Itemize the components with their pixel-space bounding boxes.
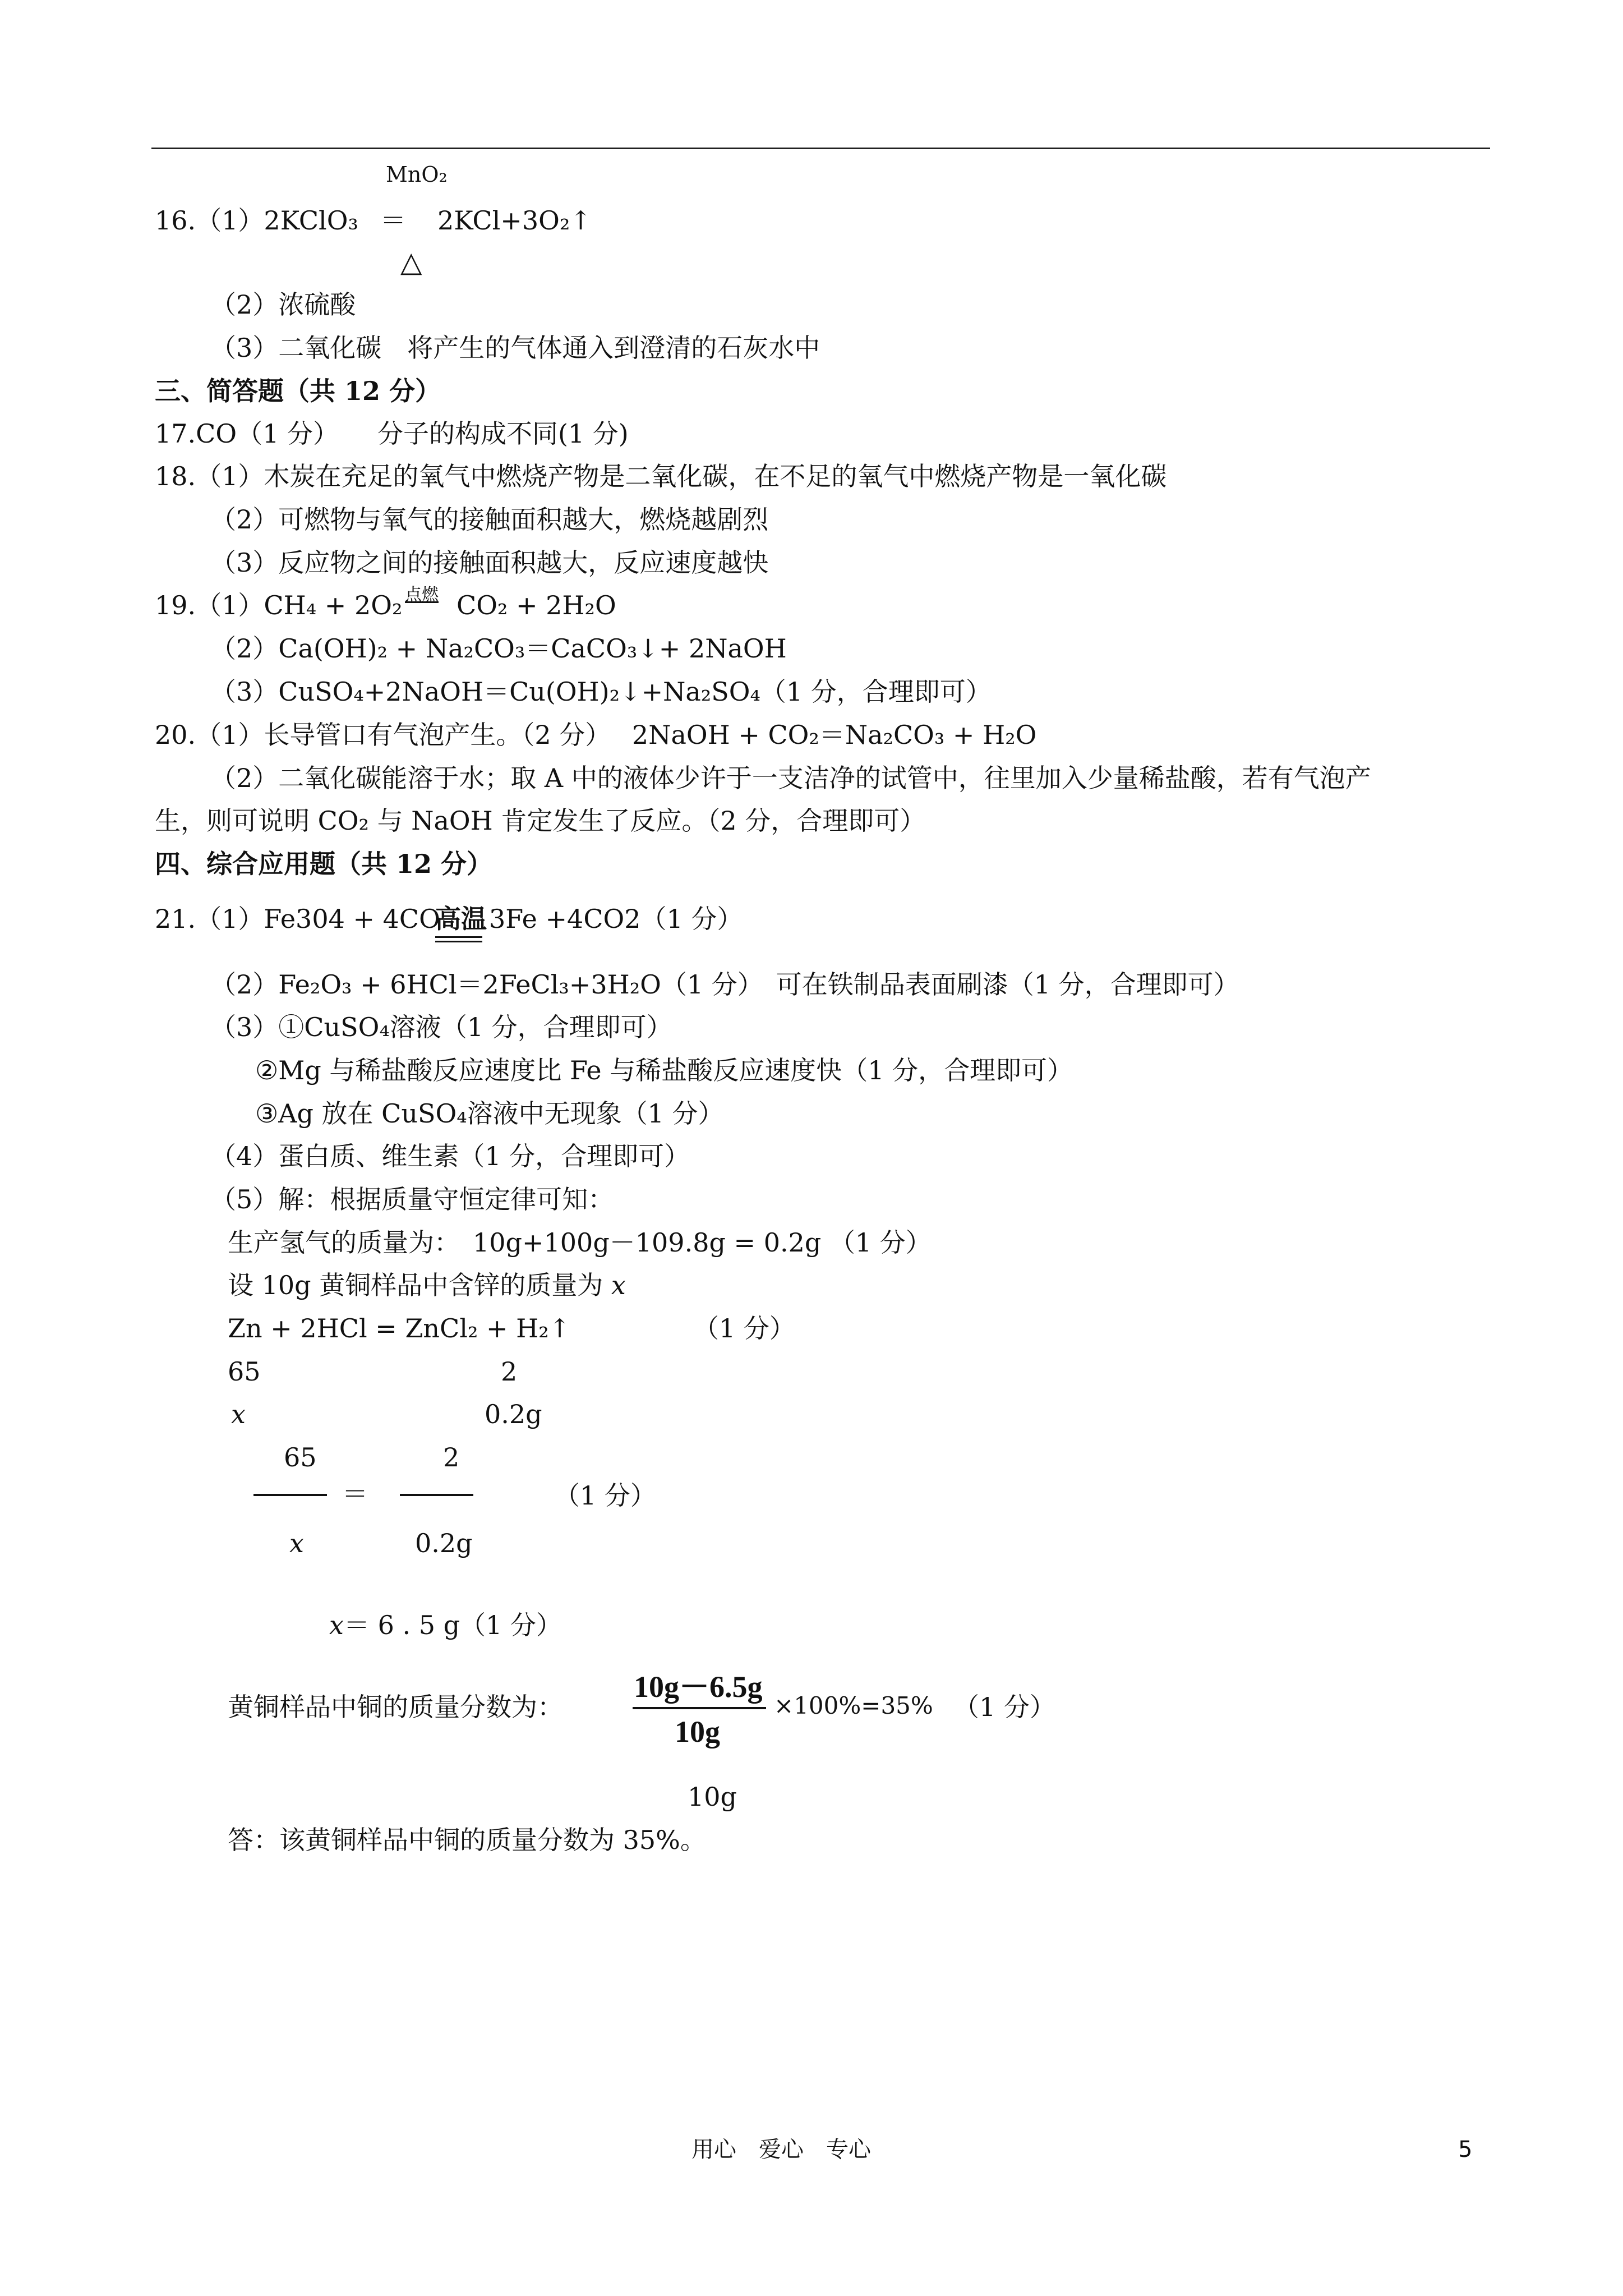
q21-answer-3: （3）①CuSO₄溶液（1 分，合理即可） (210, 1012, 672, 1042)
q21-answer-2: （2）Fe₂O₃ + 6HCl＝2FeCl₃+3H₂O（1 分） 可在铁制品表面刷漆（1 分，合理即可） (210, 969, 1239, 1000)
stray-denominator: 10g (688, 1782, 737, 1812)
q19-condition: 点燃 (405, 585, 439, 605)
q21-answer-3-3: ③Ag 放在 CuSO₄溶液中无现象（1 分） (255, 1098, 724, 1129)
molar-mass-zn: 65 (228, 1356, 261, 1387)
q17-answer: 17.CO（1 分） 分子的构成不同(1 分) (155, 418, 629, 449)
result-variable: x (329, 1610, 344, 1640)
percentage-bar (633, 1707, 766, 1709)
section-3-heading: 三、简答题（共 12 分） (155, 376, 441, 406)
fraction-score: （1 分） (554, 1480, 656, 1511)
header-rule (151, 148, 1490, 149)
q19-answer-2: （2）Ca(OH)₂ + Na₂CO₃＝CaCO₃↓+ 2NaOH (210, 633, 787, 664)
fraction-2-denominator: 0.2g (415, 1528, 473, 1558)
solution-let-variable: x (611, 1270, 626, 1300)
q20-answer-1: 20.（1）长导管口有气泡产生。（2 分） 2NaOH + CO₂＝Na₂CO₃ + H₂O (155, 720, 1037, 750)
q16-heat-symbol: △ (400, 246, 422, 278)
final-answer: 答：该黄铜样品中铜的质量分数为 35%。 (228, 1825, 706, 1855)
q18-answer-3: （3）反应物之间的接触面积越大，反应速度越快 (210, 547, 769, 578)
percentage-score: （1 分） (953, 1692, 1055, 1722)
fraction-equals: ＝ (342, 1479, 368, 1509)
fraction-1-numerator: 65 (284, 1442, 317, 1473)
q20-answer-2-line1: （2）二氧化碳能溶于水；取 A 中的液体少许于一支洁净的试管中，往里加入少量稀盐酸，若有气泡产 (210, 763, 1371, 793)
fraction-1-denominator: x (289, 1528, 304, 1558)
solution-equation-score: （1 分） (693, 1313, 795, 1343)
q21-condition-rule-bottom (435, 941, 482, 942)
molar-mass-h2: 2 (501, 1356, 518, 1387)
q16-answer-3: （3）二氧化碳 将产生的气体通入到澄清的石灰水中 (210, 333, 820, 363)
q16-eq-right: 2KCl+3O₂↑ (437, 205, 592, 236)
percentage-denominator: 10g (675, 1715, 720, 1749)
hydrogen-mass-value: 0.2g (485, 1399, 542, 1429)
section-4-heading: 四、综合应用题（共 12 分） (155, 849, 493, 879)
q21-condition-rule-top (435, 936, 482, 938)
q21-eq-right: 3Fe +4CO2（1 分） (489, 904, 743, 934)
fraction-1-bar (253, 1494, 327, 1496)
percentage-result: ×100%=35% (774, 1692, 933, 1719)
q18-answer-1: 18.（1）木炭在充足的氧气中燃烧产物是二氧化碳，在不足的氧气中燃烧产物是一氧化碳 (155, 461, 1167, 491)
q21-condition: 高温 (435, 904, 487, 934)
result-line (329, 1612, 562, 1638)
solution-hydrogen-mass: 生产氢气的质量为： 10g+100g－109.8g = 0.2g （1 分） (228, 1227, 932, 1258)
q21-answer-4: （4）蛋白质、维生素（1 分，合理即可） (210, 1141, 690, 1171)
q18-answer-2: （2）可燃物与氧气的接触面积越大，燃烧越剧烈 (210, 504, 769, 535)
q21-eq-left: 21.（1）Fe304 + 4CO (155, 904, 440, 934)
fraction-2-numerator: 2 (443, 1442, 460, 1473)
unknown-x: x (231, 1399, 246, 1429)
solution-let-statement (228, 1272, 626, 1298)
q19-eq-left: 19.（1）CH₄ + 2O₂ (155, 590, 403, 620)
footer-motto: 用心 爱心 专心 (691, 2137, 871, 2162)
q21-answer-3-2: ②Mg 与稀盐酸反应速度比 Fe 与稀盐酸反应速度快（1 分，合理即可） (255, 1055, 1073, 1085)
q16-eq-sign: ＝ (380, 205, 406, 236)
q21-answer-5: （5）解：根据质量守恒定律可知： (210, 1184, 614, 1214)
q16-eq-left: 16.（1）2KClO₃ (155, 205, 358, 236)
solution-equation: Zn + 2HCl = ZnCl₂ + H₂↑ (228, 1313, 571, 1343)
q19-eq-right: CO₂ + 2H₂O (457, 590, 616, 620)
q20-answer-2-line2: 生，则可说明 CO₂ 与 NaOH 肯定发生了反应。（2 分，合理即可） (155, 806, 926, 836)
solution-let-text: 设 10g 黄铜样品中含锌的质量为 (228, 1270, 611, 1300)
q16-catalyst: MnO₂ (386, 162, 448, 187)
percentage-numerator: 10g－6.5g (634, 1670, 763, 1704)
page-number: 5 (1458, 2137, 1473, 2162)
result-value: ＝ 6 . 5 g（1 分） (343, 1610, 562, 1640)
q19-answer-3: （3）CuSO₄+2NaOH＝Cu(OH)₂↓+Na₂SO₄（1 分，合理即可） (210, 677, 992, 707)
fraction-2-bar (400, 1494, 473, 1496)
copper-fraction-label: 黄铜样品中铜的质量分数为： (228, 1692, 563, 1722)
q16-answer-2: （2）浓硫酸 (210, 289, 356, 320)
